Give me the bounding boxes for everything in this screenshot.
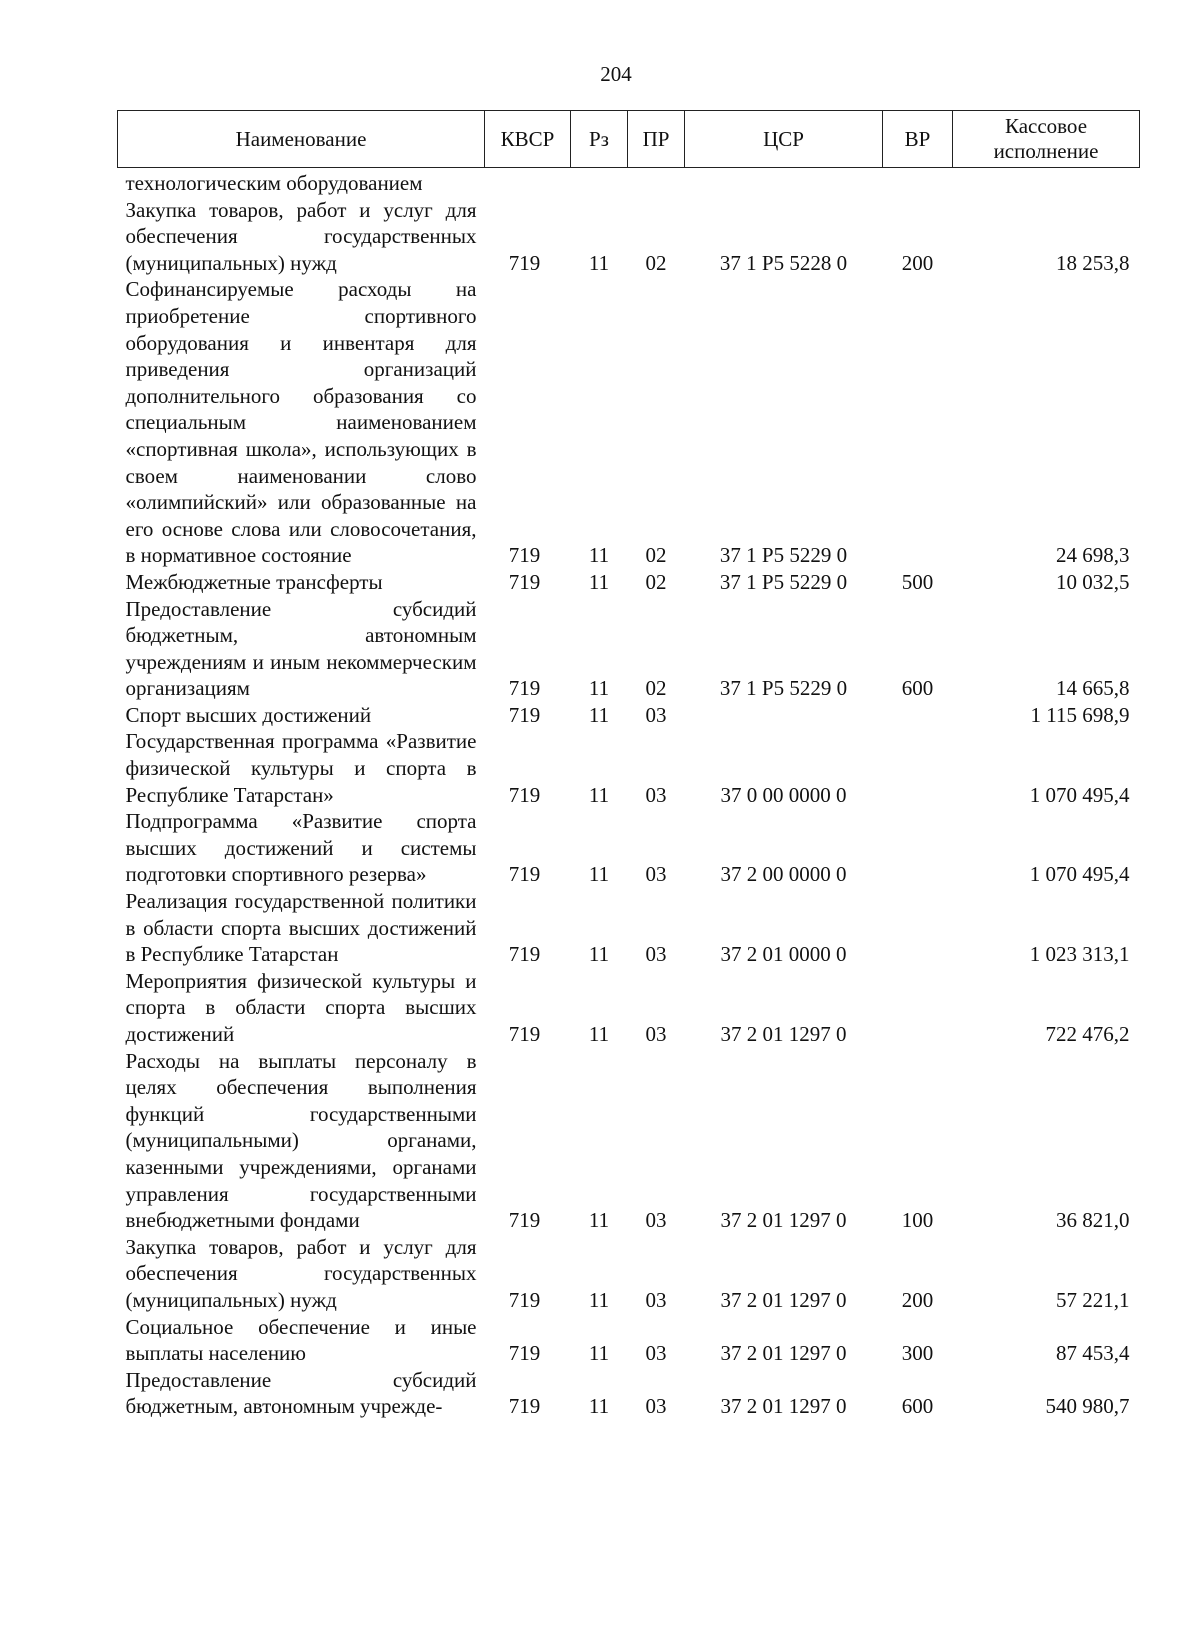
cell-pr: 03	[645, 782, 667, 807]
cell-name: Закупка товаров, работ и услуг для обеспечения государственных (муниципальных) нужд	[125, 1234, 477, 1312]
cell-name: Предоставление субсидий бюджетным, автономным учрежде-	[125, 1367, 477, 1419]
cell-name: Реализация государственной политики в области спорта высших достижений в Республике Татарстан	[125, 889, 477, 967]
cell-pr: 03	[645, 942, 667, 967]
cell-kass: 87 453,4	[1056, 1341, 1130, 1366]
table-row	[118, 168, 1140, 197]
cell-vr	[883, 888, 953, 968]
table-row	[118, 1234, 1140, 1314]
cell-kvsr: 719	[508, 1287, 541, 1312]
cell-rz: 11	[588, 862, 610, 887]
header-kass: Кассовое исполнение	[953, 111, 1140, 168]
cell-pr: 03	[645, 1208, 667, 1233]
cell-kvsr: 719	[508, 1341, 541, 1366]
cell-csr: 37 1 P5 5229 0	[719, 543, 848, 568]
cell-rz: 11	[588, 702, 610, 727]
cell-vr: 600	[901, 676, 934, 701]
cell-pr: 03	[645, 1341, 667, 1366]
cell-pr	[628, 168, 685, 197]
cell-rz: 11	[588, 1287, 610, 1312]
cell-csr: 37 1 P5 5229 0	[719, 676, 848, 701]
cell-pr: 02	[645, 543, 667, 568]
cell-kass: 24 698,3	[1056, 543, 1130, 568]
table-row	[118, 1367, 1140, 1420]
header-kvsr: КВСР	[485, 111, 571, 168]
cell-csr: 37 2 01 1297 0	[720, 1341, 847, 1366]
cell-kvsr: 719	[508, 569, 541, 594]
cell-pr: 03	[645, 702, 667, 727]
cell-kvsr: 719	[508, 1022, 541, 1046]
cell-vr	[883, 276, 953, 569]
cell-name: Спорт высших достижений	[125, 702, 372, 727]
cell-csr: 37 2 01 1297 0	[720, 1394, 847, 1419]
cell-name: Межбюджетные трансферты	[125, 569, 383, 594]
cell-kvsr: 719	[508, 1394, 541, 1419]
cell-csr: 37 2 01 1297 0	[720, 1287, 847, 1312]
table-row	[118, 596, 1140, 702]
table-row	[118, 569, 1140, 596]
header-rz: Рз	[571, 111, 628, 168]
page-number: 204	[600, 62, 632, 86]
cell-kass: 14 665,8	[1056, 676, 1130, 701]
cell-vr	[883, 808, 953, 888]
cell-kass: 722 476,2	[1045, 1022, 1130, 1046]
cell-vr	[883, 968, 953, 1048]
cell-vr	[883, 702, 953, 729]
header-vr: ВР	[883, 111, 953, 168]
table-row	[118, 728, 1140, 808]
budget-table	[117, 110, 1140, 1420]
cell-pr: 03	[645, 862, 667, 887]
cell-kvsr: 719	[508, 782, 541, 807]
cell-pr: 02	[645, 569, 667, 594]
cell-rz: 11	[588, 250, 610, 275]
cell-pr: 02	[645, 250, 667, 275]
cell-kvsr: 719	[508, 250, 541, 275]
cell-csr: 37 2 01 0000 0	[720, 942, 847, 967]
cell-kvsr	[485, 168, 571, 197]
cell-rz: 11	[588, 676, 610, 701]
cell-kvsr: 719	[508, 1208, 541, 1233]
cell-name: Предоставление субсидий бюджетным, автономным учреждениям и иным некоммерческим организациям	[125, 596, 477, 701]
cell-name: Государственная программа «Развитие физической культуры и спорта в Республике Татарстан»	[125, 729, 477, 807]
cell-pr: 02	[645, 676, 667, 701]
table-body	[118, 168, 1140, 1420]
cell-kass: 1 115 698,9	[1030, 702, 1130, 727]
cell-name: Мероприятия физической культуры и спорта в области спорта высших достижений	[125, 968, 477, 1046]
cell-name: Закупка товаров, работ и услуг для обеспечения государственных (муниципальных) нужд	[125, 197, 477, 275]
cell-kvsr: 719	[508, 942, 541, 967]
cell-rz: 11	[588, 1022, 610, 1046]
cell-kvsr: 719	[508, 543, 541, 568]
table-row	[118, 276, 1140, 569]
cell-rz: 11	[588, 1394, 610, 1419]
cell-pr: 03	[645, 1022, 667, 1046]
cell-kass	[953, 168, 1140, 197]
table-row	[118, 808, 1140, 888]
cell-kvsr: 719	[508, 702, 541, 727]
header-name: Наименование	[118, 111, 485, 168]
cell-pr: 03	[645, 1287, 667, 1312]
cell-kass: 10 032,5	[1056, 569, 1130, 594]
cell-vr	[883, 728, 953, 808]
cell-csr: 37 1 P5 5228 0	[719, 250, 848, 275]
cell-name: технологическим оборудованием	[125, 171, 423, 195]
cell-kass: 18 253,8	[1056, 250, 1130, 275]
cell-csr: 37 2 00 0000 0	[720, 862, 847, 887]
cell-csr: 37 0 00 0000 0	[720, 782, 847, 807]
cell-csr	[685, 168, 883, 197]
header-pr: ПР	[628, 111, 685, 168]
header-csr: ЦСР	[685, 111, 883, 168]
cell-kass: 540 980,7	[1045, 1394, 1130, 1419]
table-row	[118, 702, 1140, 729]
cell-name: Социальное обеспечение и иные выплаты населению	[125, 1314, 477, 1366]
cell-vr	[883, 168, 953, 197]
cell-pr: 03	[645, 1394, 667, 1419]
cell-kvsr: 719	[508, 862, 541, 887]
cell-kass: 57 221,1	[1056, 1287, 1130, 1312]
cell-vr: 500	[901, 569, 934, 594]
cell-name: Расходы на выплаты персоналу в целях обеспечения выполнения функций государственными (муниципальными) органами, казенными учреждениями, органами управления государственными внебюджетными фондами	[125, 1048, 477, 1233]
table-row	[118, 968, 1140, 1048]
cell-vr: 200	[901, 1287, 934, 1312]
cell-kass: 1 070 495,4	[1029, 862, 1130, 887]
cell-kass: 1 023 313,1	[1029, 942, 1130, 967]
cell-rz: 11	[588, 1208, 610, 1233]
cell-vr: 200	[901, 250, 934, 275]
table-row	[118, 197, 1140, 277]
cell-rz: 11	[588, 782, 610, 807]
cell-vr: 100	[901, 1208, 934, 1233]
cell-csr: 37 2 01 1297 0	[720, 1208, 847, 1233]
cell-name: Подпрограмма «Развитие спорта высших достижений и системы подготовки спортивного резерва»	[125, 809, 477, 887]
cell-rz: 11	[588, 569, 610, 594]
cell-rz: 11	[588, 942, 610, 967]
cell-vr: 300	[901, 1341, 934, 1366]
cell-vr: 600	[901, 1394, 934, 1419]
cell-name: Софинансируемые расходы на приобретение спортивного оборудования и инвентаря для приведения организаций дополнительного образования со специальным наименованием «спортивная школа», использующих в своем наименовании слово «олимпийский» или образованные на его основе слова или словосочетания, в нормативное состояние	[125, 277, 477, 568]
cell-kass: 36 821,0	[1056, 1208, 1130, 1233]
table-row	[118, 888, 1140, 968]
cell-rz: 11	[588, 543, 610, 568]
cell-rz: 11	[588, 1341, 610, 1366]
table-row	[118, 1048, 1140, 1234]
cell-csr	[685, 702, 883, 729]
table-header	[118, 111, 1140, 168]
cell-kvsr: 719	[508, 676, 541, 701]
table-row	[118, 1314, 1140, 1367]
cell-csr: 37 2 01 1297 0	[720, 1022, 847, 1046]
cell-kass: 1 070 495,4	[1029, 782, 1130, 807]
cell-csr: 37 1 P5 5229 0	[719, 569, 848, 594]
cell-rz	[571, 168, 628, 197]
